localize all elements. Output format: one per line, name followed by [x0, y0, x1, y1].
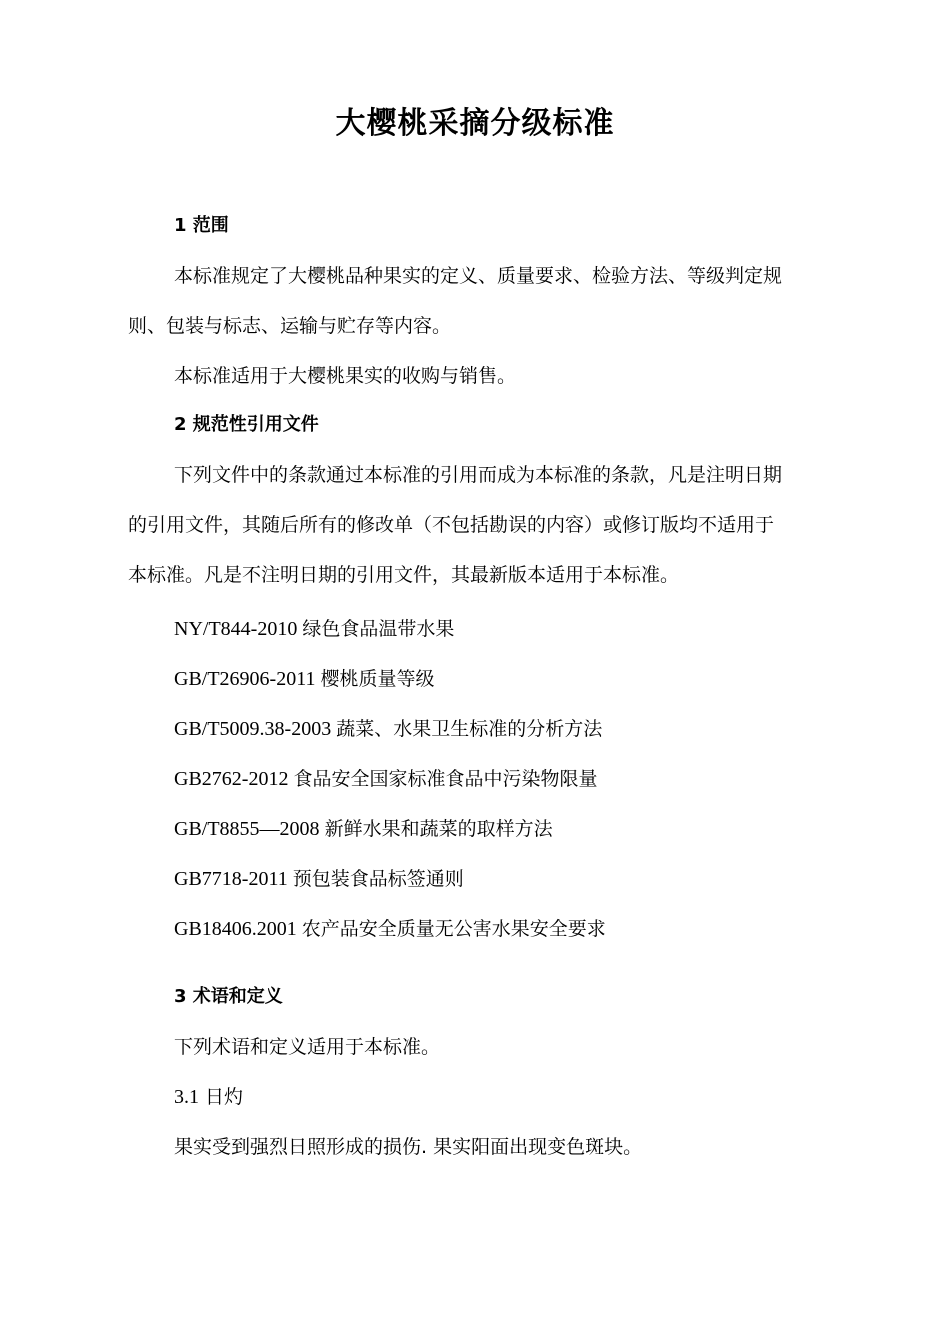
subsection-3-1-heading [174, 1083, 243, 1111]
section-2-heading: 2 规范性引用文件 [174, 414, 319, 435]
section-1-paragraph-2: 本标准适用于大樱桃果实的收购与销售。 [174, 365, 517, 387]
reference-name: 绿色食品温带水果 [302, 618, 455, 640]
reference-name: 新鲜水果和蔬菜的取样方法 [324, 818, 553, 840]
reference-code: NY/T844-2010 [174, 618, 298, 640]
section-1-paragraph-1-line-2: 则、包装与标志、运输与贮存等内容。 [128, 315, 452, 337]
subsection-number: 3.1 [174, 1086, 199, 1108]
reference-code: GB7718-2011 [174, 868, 288, 890]
reference-name: 樱桃质量等级 [320, 668, 435, 690]
section-2-paragraph-line-3: 本标准。凡是不注明日期的引用文件，其最新版本适用于本标准。 [128, 564, 680, 586]
reference-code: GB/T8855—2008 [174, 818, 320, 840]
reference-item [174, 715, 602, 743]
reference-name: 蔬菜、水果卫生标准的分析方法 [336, 718, 603, 740]
reference-item [174, 865, 464, 893]
reference-item [174, 615, 454, 643]
reference-code: GB2762-2012 [174, 768, 289, 790]
section-1-heading: 1 范围 [174, 215, 229, 236]
document-title: 大樱桃采摘分级标准 [335, 106, 615, 141]
subsection-3-1-definition: 果实受到强烈日照形成的损伤. 果实阳面出现变色斑块。 [174, 1136, 643, 1158]
section-3-heading: 3 术语和定义 [174, 986, 283, 1007]
reference-code: GB/T5009.38-2003 [174, 718, 332, 740]
section-1-paragraph-1-line-1: 本标准规定了大樱桃品种果实的定义、质量要求、检验方法、等级判定规 [174, 265, 783, 287]
reference-name: 农产品安全质量无公害水果安全要求 [301, 918, 606, 940]
reference-item [174, 665, 435, 693]
section-2-paragraph-line-2: 的引用文件，其随后所有的修改单（不包括勘误的内容）或修订版均不适用于 [128, 514, 775, 536]
reference-item [174, 915, 606, 943]
reference-code: GB/T26906-2011 [174, 668, 316, 690]
subsection-term: 日灼 [205, 1086, 244, 1108]
reference-name: 食品安全国家标准食品中污染物限量 [293, 768, 598, 790]
reference-item [174, 765, 597, 793]
section-3-paragraph: 下列术语和定义适用于本标准。 [174, 1036, 441, 1058]
reference-item [174, 815, 553, 843]
section-2-paragraph-line-1: 下列文件中的条款通过本标准的引用而成为本标准的条款，凡是注明日期 [174, 464, 783, 486]
reference-name: 预包装食品标签通则 [292, 868, 464, 890]
reference-code: GB18406.2001 [174, 918, 297, 940]
